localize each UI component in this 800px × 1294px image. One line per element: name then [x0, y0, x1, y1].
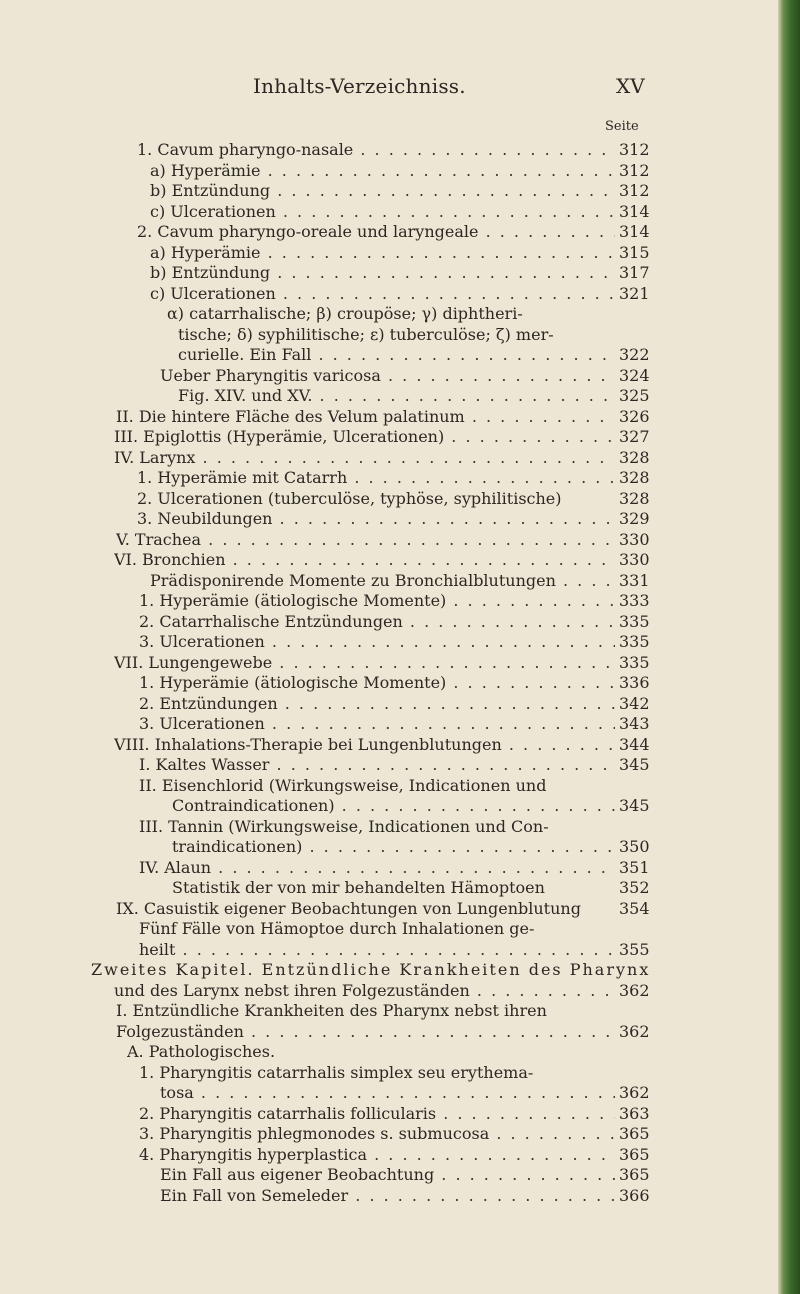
toc-entry-label: Fig. XIV. und XV.	[178, 386, 313, 405]
toc-entry-page: 315	[619, 242, 650, 262]
toc-entry	[0, 653, 800, 674]
toc-entry	[0, 222, 800, 243]
toc-entry	[0, 509, 800, 530]
toc-entry	[0, 776, 800, 797]
toc-entry-text	[127, 1042, 275, 1063]
toc-entry	[0, 345, 800, 366]
toc-entry-text	[172, 837, 615, 858]
toc-entry-label: Ein Fall aus eigener Beobachtung	[160, 1165, 435, 1184]
toc-entry-text	[137, 509, 615, 530]
toc-entry-label: II. Die hintere Fläche des Velum palatinum	[116, 406, 465, 426]
toc-entry-label: b) Entzündung	[150, 263, 271, 282]
toc-entry-text	[172, 796, 615, 817]
toc-entry-text	[139, 940, 615, 961]
toc-entry-page: 314	[619, 201, 650, 221]
toc-entry	[0, 1145, 800, 1166]
toc-entry-text	[137, 140, 615, 161]
toc-entry-page: 335	[619, 611, 650, 631]
toc-entry-page: 328	[619, 488, 650, 508]
toc-entry	[0, 1124, 800, 1145]
toc-entry	[0, 1165, 800, 1186]
toc-entry-page: 327	[619, 427, 650, 446]
toc-entry-text	[139, 755, 615, 776]
toc-entry-text	[116, 407, 615, 428]
toc-entry-text	[116, 530, 615, 551]
toc-entry-label: V. Trachea	[116, 529, 202, 549]
toc-entry	[0, 673, 800, 694]
toc-entry-label: α) catarrhalische; β) croupöse; γ) diphtheri-	[167, 304, 523, 323]
page-number: XV	[616, 74, 645, 98]
table-of-contents	[0, 140, 800, 1206]
toc-entry	[0, 837, 800, 858]
toc-entry-label: VI. Bronchien	[114, 550, 226, 569]
toc-entry-label: tosa	[160, 1083, 194, 1102]
page-column-label: Seite	[605, 119, 639, 134]
toc-entry-label: heilt	[139, 939, 176, 959]
toc-entry-text	[150, 284, 615, 305]
toc-entry-text	[139, 1124, 615, 1145]
toc-entry-text	[114, 981, 615, 1002]
toc-entry-label: 1. Hyperämie mit Catarrh	[137, 468, 348, 487]
toc-entry	[0, 858, 800, 879]
toc-entry-page: 362	[619, 980, 650, 1000]
toc-entry-page: 354	[619, 898, 650, 918]
toc-entry-label: curielle. Ein Fall	[178, 345, 312, 364]
toc-entry-page: 363	[619, 1103, 650, 1123]
toc-entry-text	[150, 161, 615, 182]
toc-entry-label: 2. Catarrhalische Entzündungen	[139, 611, 403, 631]
toc-entry-page: 324	[619, 365, 650, 385]
toc-entry-text	[139, 632, 615, 653]
toc-entry-page: 344	[619, 734, 650, 754]
toc-entry	[0, 940, 800, 961]
toc-entry-page: 330	[619, 529, 650, 549]
toc-entry	[0, 714, 800, 735]
toc-entry-text	[150, 263, 615, 284]
toc-entry	[0, 1022, 800, 1043]
toc-entry-page: 331	[619, 570, 650, 590]
toc-entry-label: 1. Hyperämie (ätiologische Momente)	[139, 591, 447, 610]
toc-entry	[0, 386, 800, 407]
toc-entry-text	[139, 776, 546, 797]
toc-entry-label: I. Entzündliche Krankheiten des Pharynx nebst ihren	[116, 1001, 547, 1020]
toc-entry	[0, 263, 800, 284]
toc-entry-page: 312	[619, 160, 650, 180]
toc-entry-text	[160, 366, 615, 387]
toc-entry-label: c) Ulcerationen	[150, 283, 276, 303]
toc-entry	[0, 591, 800, 612]
toc-entry	[0, 325, 800, 346]
toc-entry	[0, 796, 800, 817]
toc-entry-label: Contraindicationen)	[172, 796, 335, 815]
toc-entry	[0, 140, 800, 161]
toc-entry-page: 365	[619, 1165, 650, 1184]
toc-entry-page: 351	[619, 857, 650, 877]
toc-entry-label: II. Eisenchlorid (Wirkungsweise, Indicationen und	[139, 775, 547, 795]
toc-entry-text	[114, 735, 615, 756]
toc-entry-page: 366	[619, 1185, 650, 1205]
toc-entry-label: Ein Fall von Semeleder	[160, 1185, 349, 1205]
toc-entry	[0, 612, 800, 633]
toc-entry	[0, 530, 800, 551]
toc-entry-label: 1. Cavum pharyngo-nasale	[137, 140, 354, 159]
toc-entry-text	[139, 1145, 615, 1166]
toc-entry-label: 2. Entzündungen	[139, 693, 278, 713]
toc-entry	[0, 550, 800, 571]
toc-entry-page: 355	[619, 939, 650, 959]
toc-entry-text	[150, 571, 615, 592]
toc-entry-page: 328	[619, 447, 650, 467]
toc-entry	[0, 755, 800, 776]
page-header	[0, 74, 800, 104]
toc-entry-text	[139, 817, 549, 838]
toc-entry-text	[116, 1001, 547, 1022]
toc-entry	[0, 817, 800, 838]
toc-entry-text	[139, 591, 615, 612]
toc-entry-label: 3. Ulcerationen	[139, 714, 265, 733]
toc-entry-text	[150, 202, 615, 223]
toc-entry-label: a) Hyperämie	[150, 160, 261, 180]
toc-entry-text	[139, 1063, 533, 1084]
toc-entry-text	[178, 325, 554, 346]
toc-entry-label: Fünf Fälle von Hämoptoe durch Inhalationen ge-	[139, 919, 535, 938]
toc-entry-page: 326	[619, 406, 650, 426]
toc-entry-label: b) Entzündung	[150, 181, 271, 200]
toc-entry-text	[160, 1186, 615, 1207]
toc-entry-text	[137, 222, 615, 243]
toc-entry-label: und des Larynx nebst ihren Folgezuständen	[114, 980, 470, 1000]
toc-entry	[0, 243, 800, 264]
toc-entry-page: 330	[619, 550, 650, 569]
toc-entry-text	[178, 345, 615, 366]
toc-entry-text	[137, 468, 615, 489]
toc-entry-label: a) Hyperämie	[150, 242, 261, 262]
toc-entry-label: Statistik der von mir behandelten Hämoptoen	[172, 878, 545, 897]
toc-entry-page: 329	[619, 509, 650, 528]
toc-entry-text	[139, 919, 534, 940]
toc-entry-label: 1. Hyperämie (ätiologische Momente)	[139, 673, 447, 692]
toc-entry-page: 345	[619, 796, 650, 815]
toc-entry-text	[139, 858, 615, 879]
toc-entry-text	[160, 1165, 615, 1186]
toc-entry-label: III. Tannin (Wirkungsweise, Indicationen und Con-	[139, 816, 549, 836]
toc-entry-page: 335	[619, 632, 650, 651]
toc-entry-text	[139, 694, 615, 715]
toc-entry-page: 333	[619, 591, 650, 610]
toc-entry	[0, 427, 800, 448]
toc-entry-label: 2. Cavum pharyngo-oreale und laryngeale	[137, 222, 479, 241]
toc-entry-text	[139, 673, 615, 694]
toc-entry-page: 365	[619, 1144, 650, 1164]
toc-entry-label: VIII. Inhalations-Therapie bei Lungenblutungen	[114, 734, 502, 754]
toc-entry	[0, 735, 800, 756]
toc-entry-label: III. Epiglottis (Hyperämie, Ulcerationen)	[114, 427, 445, 446]
toc-entry	[0, 1104, 800, 1125]
toc-entry-page: 362	[619, 1083, 650, 1102]
toc-entry-text	[137, 489, 562, 510]
toc-entry-page: 317	[619, 263, 650, 282]
toc-entry-label: traindicationen)	[172, 837, 303, 856]
toc-entry	[0, 571, 800, 592]
toc-entry	[0, 366, 800, 387]
toc-entry-text	[114, 448, 615, 469]
toc-entry	[0, 181, 800, 202]
toc-entry-page: 342	[619, 693, 650, 713]
toc-entry	[0, 468, 800, 489]
toc-entry	[0, 202, 800, 223]
toc-entry-text	[167, 304, 523, 325]
toc-entry-text	[91, 960, 650, 981]
toc-entry	[0, 304, 800, 325]
toc-entry-text	[139, 612, 615, 633]
toc-entry-label: IV. Alaun	[139, 857, 212, 877]
toc-entry	[0, 448, 800, 469]
toc-entry-page: 312	[619, 140, 650, 159]
toc-entry-label: 3. Pharyngitis phlegmonodes s. submucosa	[139, 1124, 490, 1143]
toc-entry	[0, 981, 800, 1002]
toc-entry-label: VII. Lungengewebe	[114, 652, 273, 672]
toc-entry-label: 3. Ulcerationen	[139, 632, 265, 651]
toc-entry	[0, 632, 800, 653]
toc-entry-page: 335	[619, 652, 650, 672]
running-title: Inhalts-Verzeichniss.	[253, 74, 466, 98]
toc-entry-label: 4. Pharyngitis hyperplastica	[139, 1144, 368, 1164]
toc-entry-label: Folgezuständen	[116, 1021, 244, 1041]
toc-entry-text	[139, 1104, 615, 1125]
toc-entry	[0, 1042, 800, 1063]
toc-entry-text	[139, 714, 615, 735]
toc-entry-page: 325	[619, 386, 650, 405]
toc-entry-label: I. Kaltes Wasser	[139, 755, 270, 774]
toc-entry-text	[114, 653, 615, 674]
toc-entry	[0, 1186, 800, 1207]
toc-entry-page: 322	[619, 345, 650, 364]
toc-entry-page: 365	[619, 1124, 650, 1143]
toc-entry-label: tische; δ) syphilitische; ε) tuberculöse; ζ) mer-	[178, 324, 554, 344]
toc-entry-text	[172, 878, 545, 899]
toc-entry-page: 352	[619, 878, 650, 897]
toc-entry-label: Prädisponirende Momente zu Bronchialblutungen	[150, 570, 556, 590]
toc-entry-text	[114, 427, 615, 448]
toc-entry-page: 314	[619, 222, 650, 241]
toc-entry-label: Zweites Kapitel. Entzündliche Krankheiten des Pharynx	[91, 960, 651, 979]
toc-entry	[0, 161, 800, 182]
toc-entry	[0, 919, 800, 940]
toc-entry-text	[150, 243, 615, 264]
toc-entry-page: 350	[619, 837, 650, 856]
toc-entry-text	[150, 181, 615, 202]
toc-entry	[0, 489, 800, 510]
toc-entry-label: 3. Neubildungen	[137, 509, 273, 528]
toc-entry-page: 312	[619, 181, 650, 200]
toc-entry-label: c) Ulcerationen	[150, 201, 276, 221]
toc-entry-label: A. Pathologisches.	[127, 1042, 276, 1061]
toc-entry	[0, 899, 800, 920]
toc-entry	[0, 407, 800, 428]
toc-entry	[0, 1083, 800, 1104]
toc-entry	[0, 960, 800, 981]
toc-entry-label: 2. Ulcerationen (tuberculöse, typhöse, syphilitische)	[137, 488, 562, 508]
toc-entry	[0, 694, 800, 715]
toc-entry	[0, 1001, 800, 1022]
toc-entry-page: 321	[619, 283, 650, 303]
toc-entry-page: 343	[619, 714, 650, 733]
toc-entry-label: IV. Larynx	[114, 447, 196, 467]
toc-entry-label: Ueber Pharyngitis varicosa	[160, 365, 381, 385]
toc-entry-label: 1. Pharyngitis catarrhalis simplex seu erythema-	[139, 1062, 534, 1082]
toc-entry-label: IX. Casuistik eigener Beobachtungen von Lungenblutung	[116, 898, 581, 918]
toc-entry-text	[160, 1083, 615, 1104]
toc-entry-text	[116, 899, 581, 920]
toc-entry-page: 336	[619, 673, 650, 692]
toc-entry-page: 362	[619, 1021, 650, 1041]
toc-entry-text	[114, 550, 615, 571]
toc-entry	[0, 284, 800, 305]
toc-entry-text	[116, 1022, 615, 1043]
toc-entry	[0, 1063, 800, 1084]
toc-entry-label: 2. Pharyngitis catarrhalis follicularis	[139, 1103, 437, 1123]
toc-entry-page: 345	[619, 755, 650, 774]
toc-entry-page: 328	[619, 468, 650, 487]
toc-entry-text	[178, 386, 615, 407]
toc-entry	[0, 878, 800, 899]
